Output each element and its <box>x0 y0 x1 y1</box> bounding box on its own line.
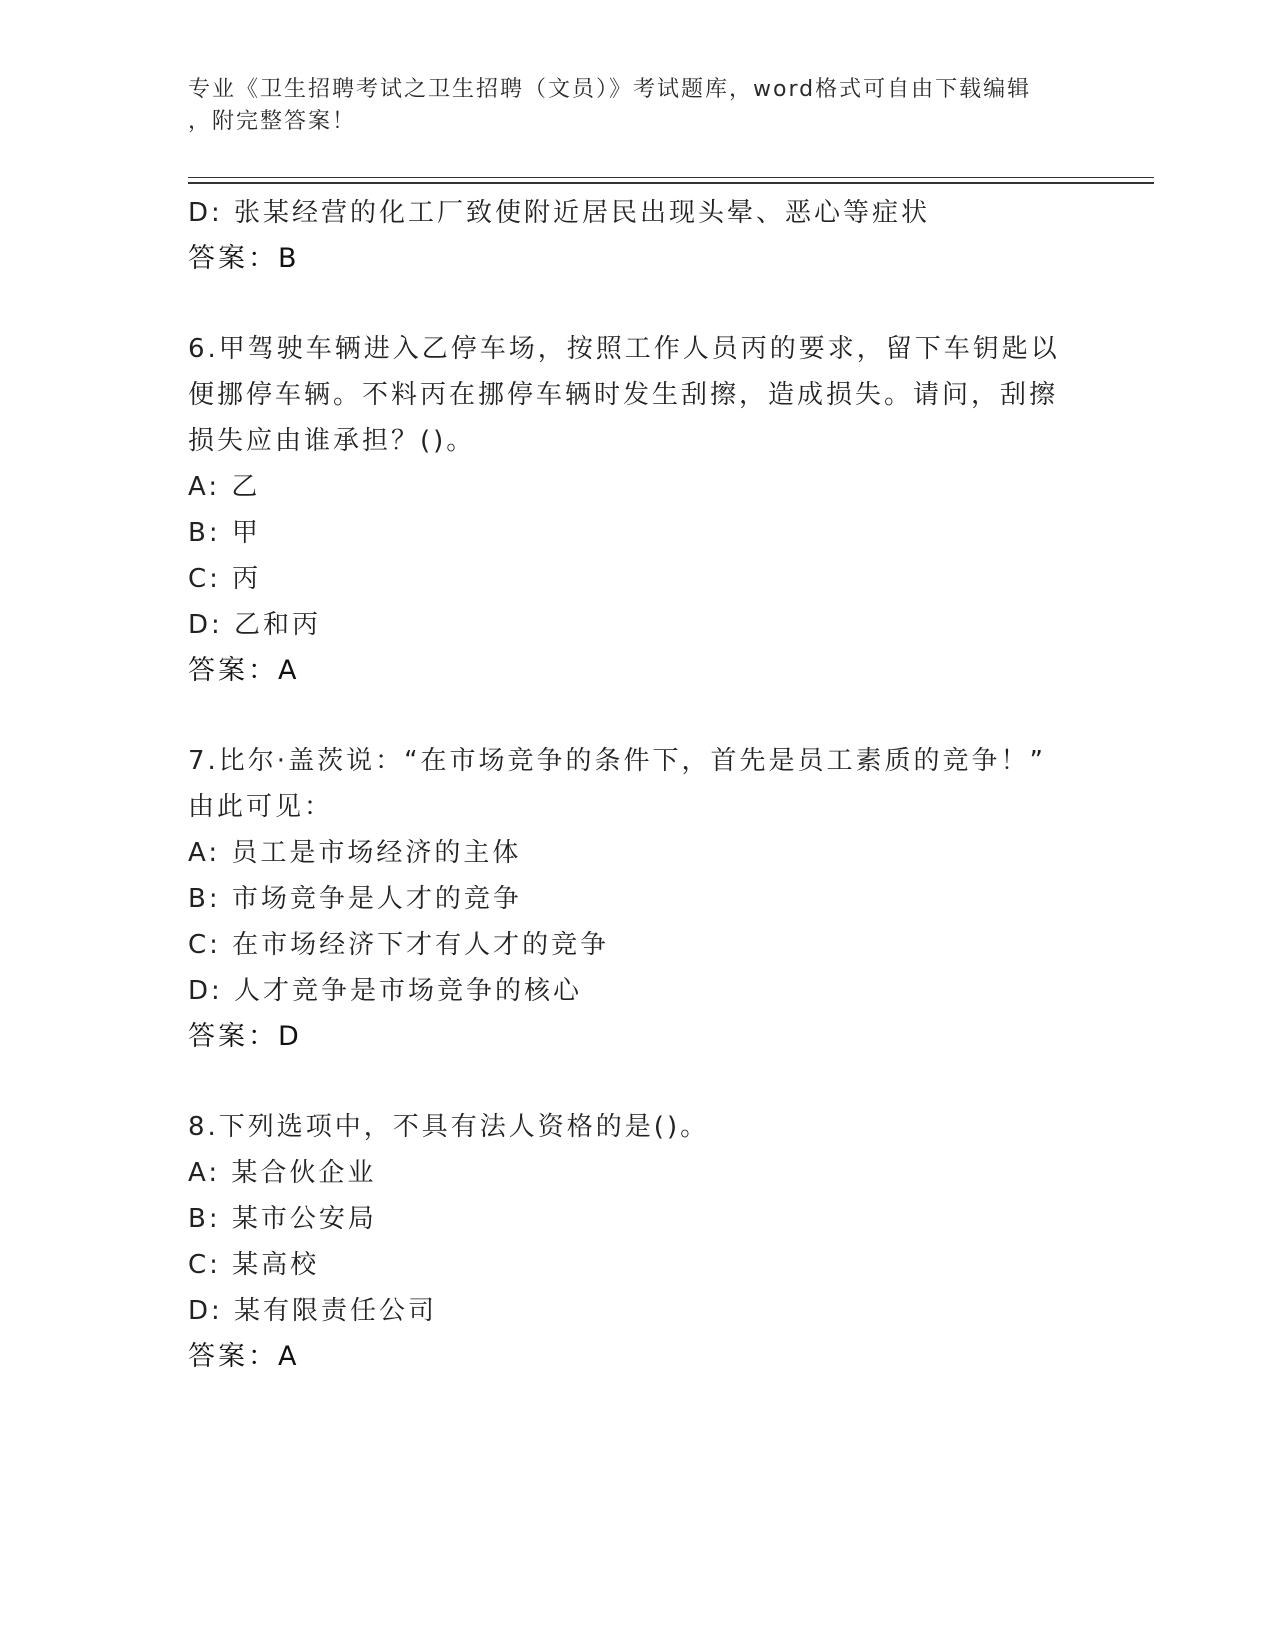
page-header <box>188 74 1068 138</box>
question-stem: 损失应由谁承担？()。 <box>188 426 476 456</box>
header-title-line-2: ，附完整答案！ <box>188 109 357 134</box>
header-title-line-1: 专业《卫生招聘考试之卫生招聘（文员）》考试题库，word格式可自由下载编辑 <box>188 77 1032 102</box>
question-stem: 由此可见： <box>188 792 334 822</box>
question-6 <box>188 326 1088 694</box>
question-8 <box>188 1104 1088 1380</box>
answer: 答案：A <box>188 655 300 686</box>
question-stem: 6.甲驾驶车辆进入乙停车场，按照工作人员丙的要求，留下车钥匙以 <box>188 334 1060 364</box>
option-d: D: 人才竞争是市场竞争的核心 <box>188 976 583 1006</box>
option-d: D: 张某经营的化工厂致使附近居民出现头晕、恶心等症状 <box>188 198 931 228</box>
option-a: A: 乙 <box>188 472 261 502</box>
option-c: C: 在市场经济下才有人才的竞争 <box>188 930 610 960</box>
option-c: C: 某高校 <box>188 1250 320 1280</box>
question-7 <box>188 738 1088 1060</box>
question-stem: 8.下列选项中，不具有法人资格的是()。 <box>188 1112 710 1142</box>
header-divider-thin <box>188 177 1154 178</box>
answer: 答案：D <box>188 1021 302 1052</box>
question-content <box>188 190 1088 1380</box>
question-stem: 7.比尔·盖茨说：“在市场竞争的条件下，首先是员工素质的竞争！” <box>188 746 1047 776</box>
answer: 答案：B <box>188 243 300 274</box>
question-stem: 便挪停车辆。不料丙在挪停车辆时发生刮擦，造成损失。请问，刮擦 <box>188 380 1059 410</box>
option-b: B: 甲 <box>188 518 261 548</box>
question-5-tail <box>188 190 1088 282</box>
option-b: B: 市场竞争是人才的竞争 <box>188 884 522 914</box>
option-d: D: 某有限责任公司 <box>188 1296 438 1326</box>
option-c: C: 丙 <box>188 564 262 594</box>
option-a: A: 某合伙企业 <box>188 1158 377 1188</box>
option-b: B: 某市公安局 <box>188 1204 377 1234</box>
header-divider-thick <box>188 182 1154 184</box>
answer: 答案：A <box>188 1341 300 1372</box>
option-d: D: 乙和丙 <box>188 610 322 640</box>
option-a: A: 员工是市场经济的主体 <box>188 838 522 868</box>
